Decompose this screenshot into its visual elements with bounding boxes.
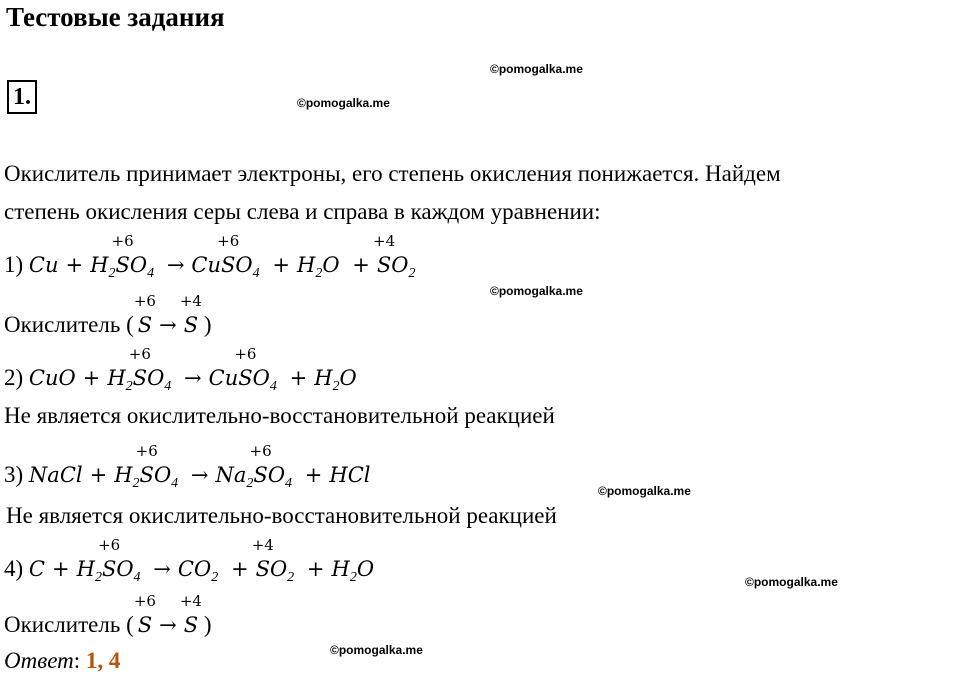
- watermark: ©pomogalka.me: [598, 484, 691, 498]
- oxidizer-line-1: Окислитель ( +6 S → +4 S ): [4, 292, 212, 337]
- watermark: ©pomogalka.me: [297, 96, 390, 110]
- equation-3: 3) NaCl + $H_2$ +6 $SO_4 \to Na_2$ +6 $SO_4$ + HCl: [4, 442, 371, 491]
- oxidation-state: +6: [234, 345, 257, 363]
- oxidation-state: +6: [111, 232, 134, 250]
- equation-2: 2) CuO + $H_2$ +6 $SO_4 \to Cu$ +6 $SO_4 + H_2O$: [4, 345, 357, 394]
- oxidation-state: +6: [133, 292, 156, 310]
- oxidation-state: +4: [179, 592, 202, 610]
- oxidation-state: +6: [249, 442, 272, 460]
- oxidation-state: +4: [373, 232, 396, 250]
- oxidizer-line-4: Окислитель ( +6 S → +4 S ): [4, 592, 212, 637]
- note-3: Не является окислительно-восстановительной реакцией: [6, 503, 557, 528]
- oxidation-state: +6: [98, 536, 121, 554]
- answer-line: Ответ: 1, 4: [4, 648, 121, 673]
- task-number: 1.: [7, 80, 37, 114]
- watermark: ©pomogalka.me: [490, 62, 583, 76]
- page-title: Тестовые задания: [6, 2, 225, 32]
- oxidation-state: +6: [217, 232, 240, 250]
- watermark: ©pomogalka.me: [330, 643, 423, 657]
- answer-label: Ответ: [4, 648, 74, 673]
- watermark: ©pomogalka.me: [745, 575, 838, 589]
- intro-line-1: Окислитель принимает электроны, его степень окисления понижается. Найдем: [4, 161, 781, 186]
- oxidation-state: +6: [133, 592, 156, 610]
- oxidation-state: +6: [135, 442, 158, 460]
- note-2: Не является окислительно-восстановительной реакцией: [4, 403, 555, 428]
- equation-number: 1): [4, 252, 24, 277]
- answer-value: 1, 4: [85, 648, 121, 673]
- oxidation-state: +6: [128, 345, 151, 363]
- equation-1: 1) $Cu + H_2$ +6 $SO_4 \to Cu$ +6 $SO_4 + H_2O$ + +4 $SO_2$: [4, 232, 416, 281]
- oxidation-state: +4: [251, 536, 274, 554]
- watermark: ©pomogalka.me: [490, 284, 583, 298]
- oxidation-state: +4: [179, 292, 202, 310]
- formula-part: Cu: [28, 253, 59, 277]
- equation-4: 4) $C + H_2$ +6 $SO_4 \to CO_2$ + +4 $SO_2 + H_2O$: [4, 536, 375, 585]
- intro-line-2: степень окисления серы слева и справа в каждом уравнении:: [4, 199, 601, 224]
- formula-part: H: [90, 253, 109, 277]
